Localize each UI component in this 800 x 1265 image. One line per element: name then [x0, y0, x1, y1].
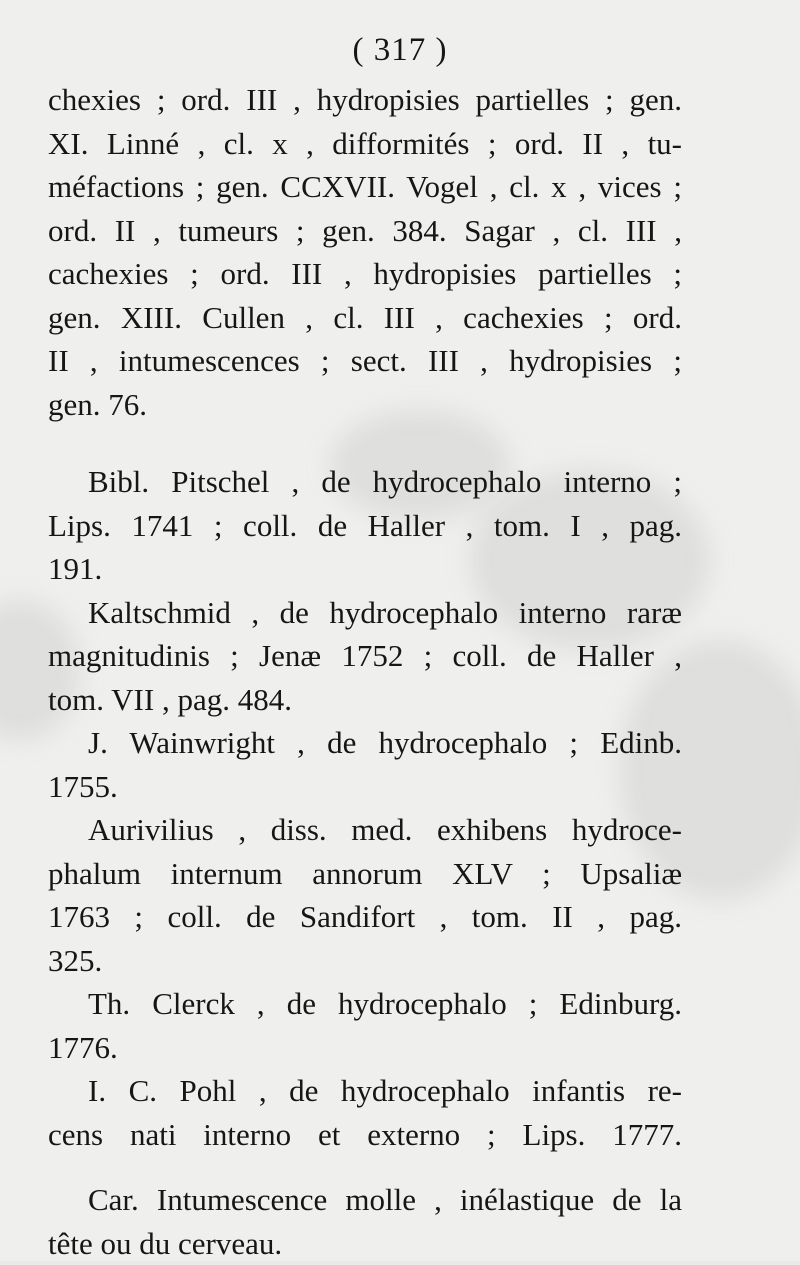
text-line: tête ou du cerveau. — [48, 1222, 682, 1265]
text-line: J. Wainwright , de hydrocephalo ; Edinb. — [48, 721, 682, 765]
paragraph-gap — [48, 426, 682, 460]
text-line: magnitudinis ; Jenæ 1752 ; coll. de Haller , — [48, 634, 682, 678]
text-line: cachexies ; ord. III , hydropisies partielles ; — [48, 252, 682, 296]
text-line: Kaltschmid , de hydrocephalo interno raræ — [48, 591, 682, 635]
text-line: ord. II , tumeurs ; gen. 384. Sagar , cl. III , — [48, 209, 682, 253]
text-line: chexies ; ord. III , hydropisies partielles ; gen. — [48, 78, 682, 122]
text-line: I. C. Pohl , de hydrocephalo infantis re- — [48, 1069, 682, 1113]
body-text — [48, 78, 682, 1265]
paragraph-gap — [48, 1156, 682, 1178]
text-line: II , intumescences ; sect. III , hydropisies ; — [48, 339, 682, 383]
text-line: gen. 76. — [48, 383, 682, 427]
page-number: ( 317 ) — [0, 32, 800, 69]
text-line: 1763 ; coll. de Sandifort , tom. II , pag. — [48, 895, 682, 939]
text-line: tom. VII , pag. 484. — [48, 678, 682, 722]
text-line: phalum internum annorum XLV ; Upsaliæ — [48, 852, 682, 896]
text-line: XI. Linné , cl. x , difformités ; ord. II , tu- — [48, 122, 682, 166]
text-line: 191. — [48, 547, 682, 591]
text-line: 1776. — [48, 1026, 682, 1070]
text-line: Car. Intumescence molle , inélastique de la — [48, 1178, 682, 1222]
text-line: Lips. 1741 ; coll. de Haller , tom. I , pag. — [48, 504, 682, 548]
text-line: gen. XIII. Cullen , cl. III , cachexies ; ord. — [48, 296, 682, 340]
text-line: Th. Clerck , de hydrocephalo ; Edinburg. — [48, 982, 682, 1026]
text-line: cens nati interno et externo ; Lips. 1777. — [48, 1113, 682, 1157]
text-line: 1755. — [48, 765, 682, 809]
text-line: Bibl. Pitschel , de hydrocephalo interno ; — [48, 460, 682, 504]
text-line: 325. — [48, 939, 682, 983]
text-line: Aurivilius , diss. med. exhibens hydroce- — [48, 808, 682, 852]
text-line: méfactions ; gen. CCXVII. Vogel , cl. x , vices ; — [48, 165, 682, 209]
